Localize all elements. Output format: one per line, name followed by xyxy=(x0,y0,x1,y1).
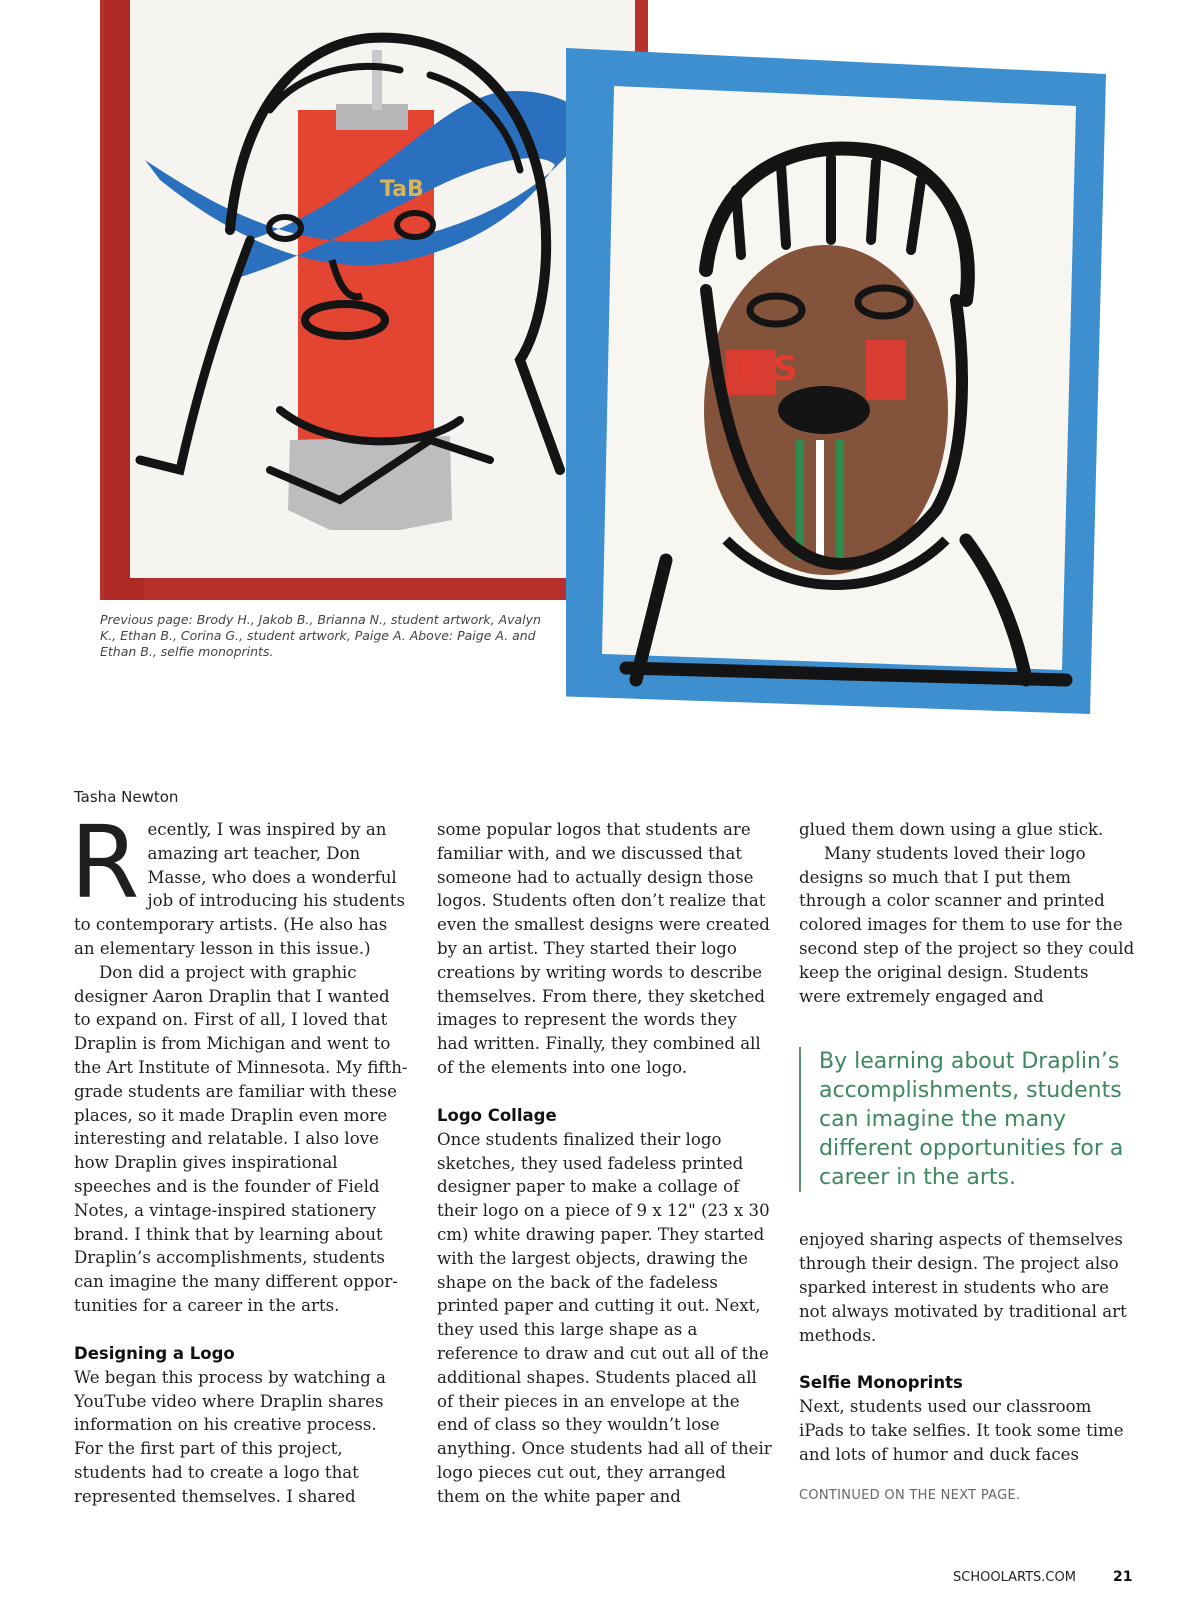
body-paragraph: glued them down using a glue stick. xyxy=(799,820,1104,839)
body-paragraph: We began this process by watching a YouTube video where Draplin shares information on his creative process. For the first part of this project, students had to create a logo that represented themselves. I shared xyxy=(74,1367,386,1506)
footer-website: SCHOOLARTS.COM xyxy=(953,1570,1076,1585)
page-number: 21 xyxy=(1113,1569,1133,1585)
drop-cap: R xyxy=(70,804,140,921)
body-paragraph: Next, students used our classroom iPads to take selfies. It took some time and lots of humor and duck faces xyxy=(799,1397,1124,1464)
collage-text-right: E S xyxy=(738,349,798,389)
intro-text: ecently, I was inspired by an amazing art teacher, Don Masse, who does a wonderful job of introducing his students to contemporary artists. (He also has an elementary lesson in this issue.) xyxy=(74,820,405,958)
photo-caption: Previous page: Brody H., Jakob B., Brianna N., student artwork, Avalyn K., Ethan B., Corina G., student artwork, Paige A. Above: Paige A. and Ethan B., selfie monoprints. xyxy=(100,612,541,659)
body-paragraph: enjoyed sharing aspects of themselves through their design. The project also sparked interest in students who are not always motivated by traditional art methods. xyxy=(799,1230,1127,1345)
body-paragraph: Many students loved their logo designs so much that I put them through a color scanner and printed colored images for them to use for the second step of the project so they could keep the original design. Students were extremely engaged and xyxy=(799,843,1135,1006)
intro-paragraph xyxy=(70,804,410,961)
body-paragraph: Don did a project with graphic designer Aaron Draplin that I wanted to expand on. First of all, I loved that Draplin is from Michigan and went to the Art Institute of Minnesota. My fifth-grade students are familiar with these places, so it made Draplin even more interesting and relatable. I also love how Draplin gives inspirational speeches and is the founder of Field Notes, a vintage-inspired stationery brand. I think that by learning about Draplin’s accomplishments, students can imagine the many different opportunities for a career in the arts. xyxy=(74,962,408,1315)
section-heading-logo-collage: Logo Collage xyxy=(437,1105,557,1125)
author-byline: Tasha Newton xyxy=(74,788,179,806)
section-heading-selfie-monoprints: Selfie Monoprints xyxy=(799,1373,963,1393)
body-paragraph: Once students finalized their logo sketches, they used fadeless printed designer paper to make a collage of their logo on a piece of 9 x 12" (23 x 30 cm) white drawing paper. They started with the largest objects, drawing the shape on the back of the fadeless printed paper and cutting it out. Next, they used this large shape as a reference to draw and cut out all of the additional shapes. Students placed all of their pieces in an envelope at the end of class so they wouldn’t lose anything. Once students had all of their logo pieces cut out, they arranged them on the white paper and xyxy=(437,1129,772,1506)
body-paragraph: some popular logos that students are familiar with, and we discussed that someone had to actually design those logos. Students often don’t realize that even the smallest designs were created by an artist. They started their logo creations by writing words to describe themselves. From there, they sketched images to represent the words they had written. Finally, they combined all of the elements into one logo. xyxy=(437,820,770,1077)
collage-text-left: TaB xyxy=(380,177,424,202)
pull-quote: By learning about Draplin’s accomplishments, students can imagine the many different opportunities for a career in the arts. xyxy=(799,1047,1149,1192)
section-heading-designing-a-logo: Designing a Logo xyxy=(74,1343,235,1363)
article-column-1 xyxy=(70,804,410,1509)
article-column-2 xyxy=(437,818,773,1509)
continued-note: CONTINUED ON THE NEXT PAGE. xyxy=(799,1488,1021,1503)
student-artwork-photo-right xyxy=(566,40,1106,720)
